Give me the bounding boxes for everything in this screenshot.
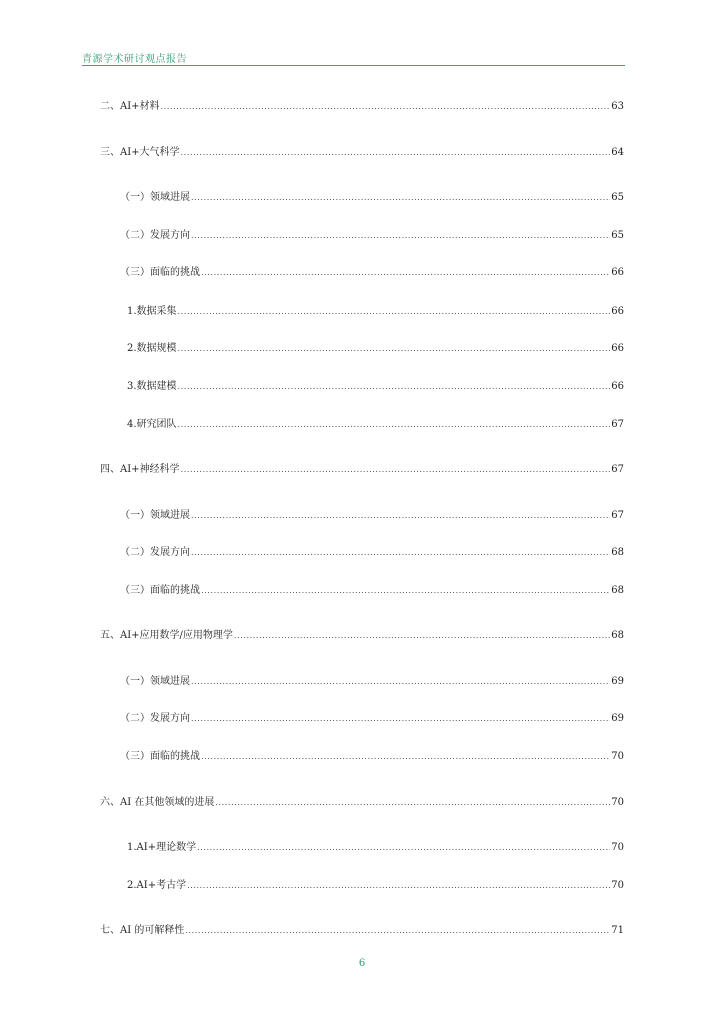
toc-entry-page: 69 [611,713,624,724]
toc-entry-label: （三）面临的挑战 [120,585,200,596]
toc-entry-page: 68 [611,585,624,596]
toc-dot-leader [191,192,610,204]
toc-dot-leader [178,419,611,431]
toc-entry-label: 1.AI+理论数学 [127,842,197,853]
toc-entry-page: 65 [611,192,624,203]
toc-entry[interactable] [127,343,624,355]
toc-entry-label: 六、AI 在其他领域的进展 [100,797,215,808]
toc-entry-label: 3.数据建模 [127,381,177,392]
toc-dot-leader [178,343,611,355]
toc-entry-label: （一）领域进展 [120,510,190,521]
toc-entry-label: 2.数据规模 [127,343,177,354]
toc-entry-page: 63 [611,101,624,112]
toc-dot-leader [201,585,610,597]
toc-entry-page: 67 [611,510,624,521]
toc-entry-label: （三）面临的挑战 [120,267,200,278]
toc-entry-label: 1.数据采集 [127,306,177,317]
toc-entry[interactable] [100,147,624,159]
toc-dot-leader [191,676,610,688]
toc-entry-label: 七、AI 的可解释性 [100,925,185,936]
toc-entry[interactable] [120,585,624,597]
toc-entry-page: 67 [611,419,624,430]
toc-entry-page: 66 [611,267,624,278]
toc-dot-leader [191,713,610,725]
toc-entry-label: （二）发展方向 [120,547,190,558]
toc-dot-leader [187,880,610,892]
toc-entry-page: 66 [611,381,624,392]
toc-entry[interactable] [120,510,624,522]
toc-entry-page: 70 [611,751,624,762]
toc-entry-page: 71 [611,925,624,936]
page-number: 6 [358,958,366,969]
toc-entry[interactable] [127,419,624,431]
toc-entry[interactable] [100,464,624,476]
toc-dot-leader [185,925,610,937]
toc-entry-page: 66 [611,306,624,317]
toc-entry[interactable] [120,547,624,559]
toc-entry-page: 70 [611,842,624,853]
toc-dot-leader [178,306,611,318]
toc-entry[interactable] [100,797,624,809]
toc-entry[interactable] [120,192,624,204]
toc-entry[interactable] [127,880,624,892]
toc-entry-label: 五、AI+应用数学/应用物理学 [100,630,233,641]
toc-entry[interactable] [127,306,624,318]
toc-entry-label: 二、AI+材料 [100,101,160,112]
toc-entry-page: 70 [611,797,624,808]
toc-entry-page: 68 [611,630,624,641]
toc-entry-label: 三、AI+大气科学 [100,147,180,158]
toc-dot-leader [201,267,610,279]
toc-entry[interactable] [120,751,624,763]
toc-entry-label: 4.研究团队 [127,419,177,430]
toc-entry-label: 四、AI+神经科学 [100,464,180,475]
toc-entry-label: （二）发展方向 [120,230,190,241]
toc-entry-page: 66 [611,343,624,354]
toc-dot-leader [197,842,610,854]
toc-dot-leader [178,381,611,393]
toc-entry[interactable] [120,676,624,688]
toc-entry-label: （三）面临的挑战 [120,751,200,762]
toc-dot-leader [191,547,610,559]
toc-entry-page: 67 [611,464,624,475]
toc-entry-page: 70 [611,880,624,891]
toc-dot-leader [191,510,610,522]
toc-entry-page: 69 [611,676,624,687]
toc-entry[interactable] [100,630,624,642]
toc-entry-page: 64 [611,147,624,158]
toc-dot-leader [181,147,611,159]
toc-entry-label: 2.AI+考古学 [127,880,187,891]
toc-dot-leader [201,751,610,763]
toc-dot-leader [181,464,611,476]
toc-dot-leader [215,797,610,809]
toc-entry-page: 68 [611,547,624,558]
toc-entry-label: （一）领域进展 [120,192,190,203]
toc-entry[interactable] [120,713,624,725]
toc-entry[interactable] [100,925,624,937]
toc-entry[interactable] [120,230,624,242]
toc-entry[interactable] [127,381,624,393]
toc-entry[interactable] [120,267,624,279]
toc-dot-leader [234,630,610,642]
toc-entry-label: （二）发展方向 [120,713,190,724]
document-header-title: 青源学术研讨观点报告 [82,54,187,65]
toc-dot-leader [161,101,611,113]
toc-entry[interactable] [127,842,624,854]
toc-dot-leader [191,230,610,242]
toc-entry-page: 65 [611,230,624,241]
toc-entry[interactable] [100,101,624,113]
toc-entry-label: （一）领域进展 [120,676,190,687]
